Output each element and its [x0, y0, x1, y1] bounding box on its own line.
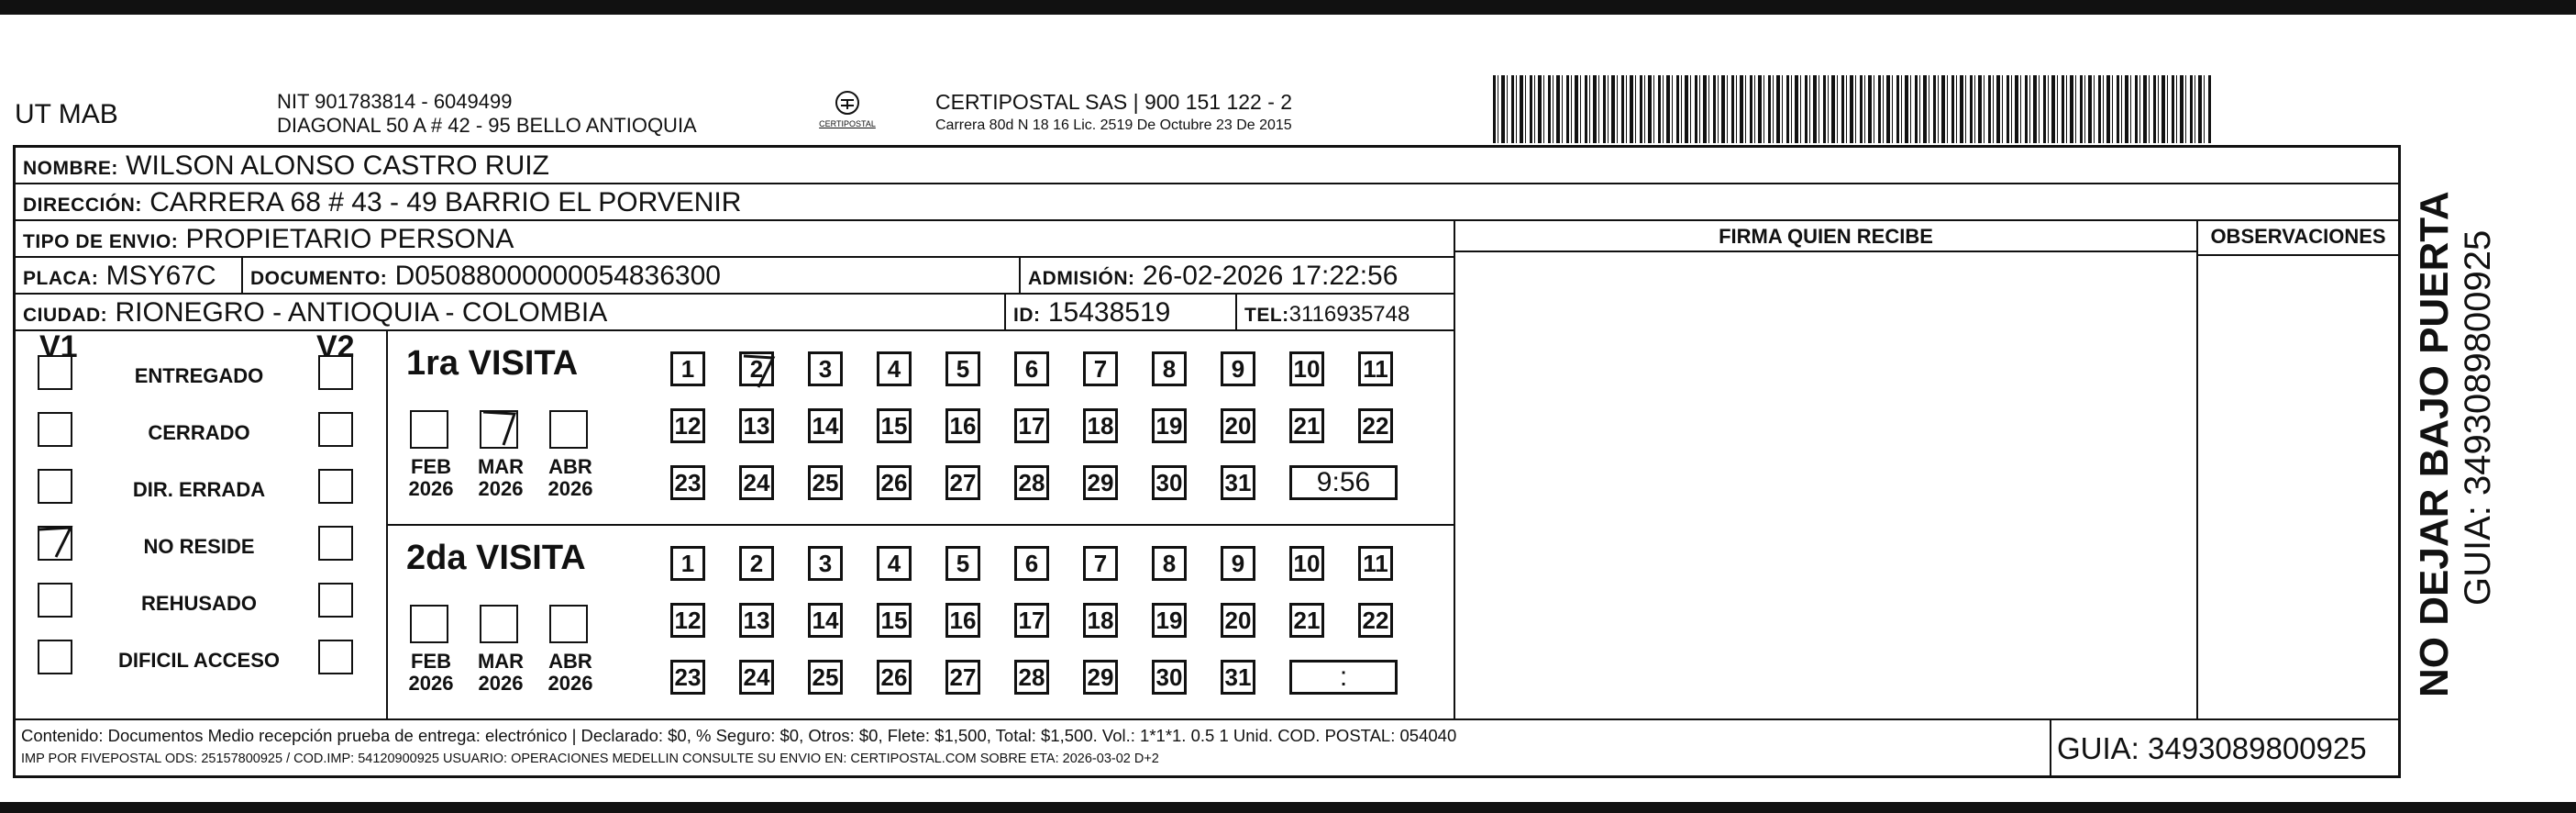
status-label: NO RESIDE: [143, 535, 255, 558]
sender-address: DIAGONAL 50 A # 42 - 95 BELLO ANTIOQUIA: [277, 114, 697, 137]
day-box[interactable]: 15: [877, 408, 912, 443]
status-label: DIFICIL ACCESO: [117, 649, 280, 672]
day-box[interactable]: 11: [1358, 546, 1393, 581]
month-label: MAR 2026: [477, 455, 525, 500]
status-label: CERRADO: [148, 421, 250, 444]
day-box[interactable]: 25: [808, 465, 843, 500]
day-box[interactable]: 30: [1152, 660, 1187, 695]
tel-label: TEL:: [1244, 305, 1289, 326]
tel-value: 3116935748: [1288, 302, 1410, 327]
month-checkbox[interactable]: [410, 605, 448, 643]
day-box[interactable]: 7: [1083, 351, 1118, 386]
day-box[interactable]: 10: [1289, 351, 1324, 386]
day-box[interactable]: 13: [739, 603, 774, 638]
day-box[interactable]: 13: [739, 408, 774, 443]
day-box[interactable]: 3: [808, 546, 843, 581]
top-border-bar: [0, 0, 2576, 15]
day-box[interactable]: 18: [1083, 603, 1118, 638]
v2-label: V2: [316, 329, 355, 364]
footer-guia: GUIA: 3493089800925: [2057, 731, 2367, 765]
footer-divider: [16, 718, 2398, 720]
day-box[interactable]: 30: [1152, 465, 1187, 500]
firma-header: FIRMA QUIEN RECIBE: [1719, 225, 1933, 248]
day-box[interactable]: 12: [670, 603, 705, 638]
month-label: ABR 2026: [547, 455, 593, 500]
observaciones-header: OBSERVACIONES: [2210, 225, 2386, 248]
day-box[interactable]: 26: [877, 660, 912, 695]
day-box[interactable]: 1: [670, 351, 705, 386]
day-box[interactable]: 28: [1014, 465, 1049, 500]
v2-checkbox[interactable]: [318, 412, 353, 447]
first-visit-title: 1ra VISITA: [406, 344, 579, 383]
day-box[interactable]: 31: [1221, 660, 1255, 695]
month-label: ABR 2026: [547, 650, 593, 695]
day-box[interactable]: 19: [1152, 603, 1187, 638]
tipo-label: TIPO DE ENVIO:: [23, 231, 179, 252]
day-box[interactable]: 6: [1014, 546, 1049, 581]
day-box[interactable]: 1: [670, 546, 705, 581]
day-box[interactable]: 15: [877, 603, 912, 638]
day-box[interactable]: 14: [808, 408, 843, 443]
day-box[interactable]: 16: [945, 603, 980, 638]
nombre-value: WILSON ALONSO CASTRO RUIZ: [126, 150, 549, 181]
day-box[interactable]: 26: [877, 465, 912, 500]
sender-name: UT MAB: [15, 99, 118, 129]
v2-checkbox[interactable]: [318, 469, 353, 504]
v1-checkbox[interactable]: [38, 640, 72, 674]
day-box[interactable]: 23: [670, 660, 705, 695]
placa-label: PLACA:: [23, 268, 99, 289]
month-label: FEB 2026: [408, 455, 454, 500]
day-box[interactable]: 29: [1083, 465, 1118, 500]
nombre-row: [23, 150, 549, 185]
day-box[interactable]: 24: [739, 660, 774, 695]
cell-divider: [1004, 293, 1006, 329]
observaciones-column-left: [2196, 219, 2198, 718]
time-box[interactable]: :: [1289, 660, 1398, 695]
company-license: Carrera 80d N 18 16 Lic. 2519 De Octubre 23 De 2015: [935, 117, 1292, 133]
guia-divider: [2050, 718, 2051, 775]
ciudad-label: CIUDAD:: [23, 305, 108, 326]
admision-value: 26-02-2026 17:22:56: [1142, 261, 1399, 291]
day-mark: [738, 349, 780, 391]
day-box[interactable]: 21: [1289, 408, 1324, 443]
day-box[interactable]: 7: [1083, 546, 1118, 581]
footer-content: Contenido: Documentos Medio recepción prueba de entrega: electrónico | Declarado: $0, % Seguro: $0, Otros: $0, Flete: $1,500, Total: $1,500. Vol.: 1*1*1. 0.5 1 Unid. COD. POSTAL: 054040: [21, 726, 1457, 745]
month-label: MAR 2026: [477, 650, 525, 695]
v1-label: V1: [39, 329, 78, 364]
month-label: FEB 2026: [408, 650, 454, 695]
v1-checkbox[interactable]: [38, 412, 72, 447]
cell-divider: [1019, 256, 1021, 293]
month-checkbox[interactable]: [410, 410, 448, 449]
v2-checkbox[interactable]: [318, 583, 353, 618]
day-box[interactable]: 14: [808, 603, 843, 638]
day-box[interactable]: 8: [1152, 546, 1187, 581]
documento-cell: [250, 260, 721, 295]
month-checkbox[interactable]: [480, 410, 518, 449]
ciudad-cell: [23, 296, 607, 332]
v2-checkbox[interactable]: [318, 640, 353, 674]
day-box[interactable]: 22: [1358, 603, 1393, 638]
barcode: [1493, 75, 2212, 143]
delivery-form: [13, 145, 2401, 778]
day-box[interactable]: 4: [877, 351, 912, 386]
admision-label: ADMISIÓN:: [1028, 268, 1135, 289]
placa-cell: [23, 260, 216, 295]
nombre-label: NOMBRE:: [23, 158, 118, 179]
v2-checkbox[interactable]: [318, 355, 353, 390]
side-guia: GUIA: 3493089800925: [2458, 229, 2498, 606]
visit-divider-right: [1454, 329, 1455, 718]
certipostal-logo: [811, 88, 884, 139]
cell-divider: [1235, 293, 1237, 329]
id-value: 15438519: [1047, 297, 1171, 328]
day-box[interactable]: 22: [1358, 408, 1393, 443]
v1-checkbox[interactable]: [38, 583, 72, 618]
day-box[interactable]: 8: [1152, 351, 1187, 386]
month-checkbox[interactable]: [549, 410, 588, 449]
id-cell: [1013, 296, 1170, 332]
day-box[interactable]: 24: [739, 465, 774, 500]
status-label: REHUSADO: [141, 592, 257, 615]
day-box[interactable]: 18: [1083, 408, 1118, 443]
tipo-value: PROPIETARIO PERSONA: [185, 224, 514, 254]
status-label: DIR. ERRADA: [132, 478, 266, 501]
tel-cell: [1244, 298, 1410, 332]
day-box[interactable]: 16: [945, 408, 980, 443]
day-box[interactable]: 17: [1014, 408, 1049, 443]
day-box[interactable]: 28: [1014, 660, 1049, 695]
admision-cell: [1028, 260, 1398, 295]
direccion-label: DIRECCIÓN:: [23, 195, 142, 216]
month-checkbox[interactable]: [549, 605, 588, 643]
day-box[interactable]: 29: [1083, 660, 1118, 695]
day-box[interactable]: 23: [670, 465, 705, 500]
day-box[interactable]: 19: [1152, 408, 1187, 443]
v1-checkbox[interactable]: [38, 469, 72, 504]
day-box[interactable]: 17: [1014, 603, 1049, 638]
firma-header-line: [1455, 251, 2196, 256]
day-box[interactable]: 27: [945, 465, 980, 500]
day-box[interactable]: 25: [808, 660, 843, 695]
placa-value: MSY67C: [105, 261, 216, 291]
footer-print-info: IMP POR FIVEPOSTAL ODS: 25157800925 / COD.IMP: 54120900925 USUARIO: OPERACIONES MEDELLIN CONSULTE SU ENVIO EN: CERTIPOSTAL.COM SOBRE ETA: 2026-03-02 D+2: [21, 752, 1159, 766]
direccion-row: [23, 186, 741, 222]
ciudad-value: RIONEGRO - ANTIOQUIA - COLOMBIA: [115, 297, 608, 328]
cell-divider: [241, 256, 243, 293]
visit-divider: [386, 524, 1454, 526]
status-label: ENTREGADO: [134, 364, 264, 387]
day-box[interactable]: 5: [945, 546, 980, 581]
logo-text: CERTIPOSTAL: [819, 119, 876, 128]
day-box[interactable]: 9: [1221, 546, 1255, 581]
day-box[interactable]: 31: [1221, 465, 1255, 500]
bottom-border-bar: [0, 802, 2576, 813]
day-box[interactable]: 4: [877, 546, 912, 581]
day-box[interactable]: 2: [739, 546, 774, 581]
day-box[interactable]: 10: [1289, 546, 1324, 581]
company-name: CERTIPOSTAL SAS | 900 151 122 - 2: [935, 90, 1293, 114]
documento-value: D05088000000054836300: [394, 261, 721, 291]
day-box[interactable]: 6: [1014, 351, 1049, 386]
documento-label: DOCUMENTO:: [250, 268, 388, 289]
tipo-row: [23, 223, 514, 259]
time-box[interactable]: 9:56: [1289, 465, 1398, 500]
sender-nit: NIT 901783814 - 6049499: [277, 90, 513, 113]
day-box[interactable]: 3: [808, 351, 843, 386]
second-visit-title: 2da VISITA: [406, 539, 586, 577]
v1-checkbox[interactable]: [38, 355, 72, 390]
day-box[interactable]: 9: [1221, 351, 1255, 386]
side-warning: NO DEJAR BAJO PUERTA: [2412, 191, 2457, 697]
direccion-value: CARRERA 68 # 43 - 49 BARRIO EL PORVENIR: [149, 187, 742, 217]
observaciones-header-line: [2196, 254, 2398, 256]
day-box[interactable]: 20: [1221, 408, 1255, 443]
v2-checkbox[interactable]: [318, 526, 353, 561]
month-checkbox[interactable]: [480, 605, 518, 643]
day-box[interactable]: 5: [945, 351, 980, 386]
day-box[interactable]: 2: [739, 351, 774, 386]
day-box[interactable]: 12: [670, 408, 705, 443]
day-box[interactable]: 11: [1358, 351, 1393, 386]
id-label: ID:: [1013, 305, 1041, 326]
day-box[interactable]: 21: [1289, 603, 1324, 638]
day-box[interactable]: 27: [945, 660, 980, 695]
day-box[interactable]: 20: [1221, 603, 1255, 638]
v1-checkbox[interactable]: [38, 526, 72, 561]
